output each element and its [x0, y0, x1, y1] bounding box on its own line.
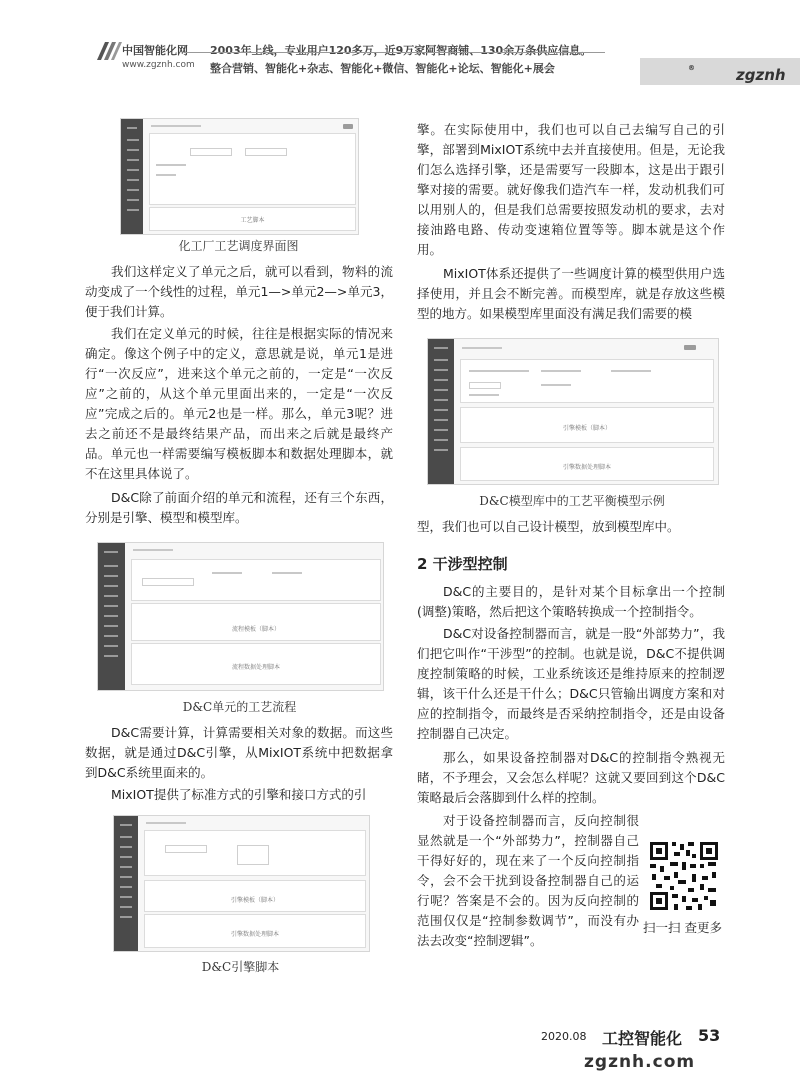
- footer-issue-date: 2020.08: [541, 1030, 587, 1043]
- right-paragraph-5: D&C对设备控制器而言，就是一股“外部势力”，我们把它叫作“干涉型”的控制。也就是说，D&C不提供调度控制策略的时候，工业系统该还是维持原来的控制逻辑，该干什么还是干什么；D&C只管输出调度方案和对应的控制指令，而最终是否采纳控制指令，还是由设备控制器自己决定。: [417, 626, 725, 741]
- left-paragraph-3: D&C除了前面介绍的单元和流程，还有三个东西，分别是引擎、模型和模型库。: [85, 490, 393, 525]
- figure-process-scheduling-screenshot: [120, 118, 359, 235]
- figure-2-caption: D&C单元的工艺流程: [182, 700, 297, 714]
- figure-unit-process-flow-screenshot: [97, 542, 384, 691]
- figure-2-box-label-1: 流程模板（脚本）: [231, 626, 280, 633]
- figure-model-library-screenshot: [427, 338, 719, 485]
- right-paragraph-7: 对于设备控制器而言，反向控制很显然就是一个“外部势力”，控制器自己干得好好的，现在来了一个反向控制指令，会不会干扰到设备控制器自己的运行呢？答案是不会的。因为反向控制的范围仅仅是“控制参数调节”，而没有办法去改变“控制逻辑”。: [417, 813, 639, 948]
- header-rule: [185, 52, 605, 53]
- left-paragraph-1: 我们这样定义了单元之后，就可以看到，物料的流动变成了一个线性的过程，单元1—>单元2—>单元3，便于我们计算。: [85, 264, 393, 319]
- brand-mark: ®: [688, 64, 695, 72]
- figure-1-caption: 化工厂工艺调度界面图: [178, 239, 299, 253]
- left-paragraph-4: D&C需要计算，计算需要相关对象的数据。而这些数据，就是通过D&C引擎，从MixIOT系统中把数据拿到D&C系统里面来的。: [85, 725, 393, 780]
- right-paragraph-2: MixIOT体系还提供了一些调度计算的模型供用户选择使用，并且会不断完善。而模型库，就是存放这些模型的地方。如果模型库里面没有满足我们需要的模: [417, 266, 725, 321]
- figure-4-box-label-2: 引擎数据处理脚本: [562, 464, 611, 471]
- footer-magazine-name: 工控智能化: [602, 1029, 683, 1048]
- brand-tab: [640, 58, 800, 85]
- figure-3-box-label-2: 引擎数据处理脚本: [230, 931, 279, 938]
- footer-url[interactable]: zgznh.com: [584, 1052, 696, 1072]
- brand-name: zgznh: [736, 66, 786, 84]
- qr-code-icon[interactable]: [648, 840, 720, 912]
- right-paragraph-1: 擎。在实际使用中，我们也可以自己去编写自己的引擎，部署到MixIOT系统中去并直接使用。但是，无论我们怎么选择引擎，还是需要写一段脚本，这是出于跟引擎对接的需要。就好像我们造汽车一样，发动机我们可以用别人的，但是我们总需要按照发动机的要求，去对接油路电路、传动变速箱位置等等。脚本就是这个作用。: [417, 122, 725, 257]
- figure-4-box-label-1: 引擎模板（脚本）: [562, 425, 611, 432]
- header-tagline-2: 整合营销、智能化+杂志、智能化+微信、智能化+论坛、智能化+展会: [210, 62, 555, 75]
- figure-1-box-label: 工艺脚本: [240, 217, 265, 224]
- header-site-name: 中国智能化网: [122, 44, 188, 57]
- left-paragraph-5: MixIOT提供了标准方式的引擎和接口方式的引: [111, 787, 367, 802]
- header-tagline-1: 2003年上线，专业用户120多万，近9万家阿智商铺、130余万条供应信息。: [210, 44, 592, 57]
- footer-page-number: 53: [698, 1026, 721, 1045]
- right-paragraph-6: 那么，如果设备控制器对D&C的控制指令熟视无睹，不予理会，又会怎么样呢？这就又要回到这个D&C策略最后会落脚到什么样的控制。: [417, 750, 725, 805]
- figure-engine-script-screenshot: [113, 815, 370, 952]
- section-title-interference-control: 2 干涉型控制: [417, 555, 508, 573]
- right-paragraph-4: D&C的主要目的，是针对某个目标拿出一个控制(调整)策略，然后把这个策略转换成一个控制指令。: [417, 584, 725, 619]
- figure-3-caption: D&C引擎脚本: [201, 960, 280, 974]
- figure-4-caption: D&C模型库中的工艺平衡模型示例: [479, 494, 665, 508]
- qr-caption: 扫一扫 查更多: [643, 920, 722, 935]
- site-logo-icon: [95, 40, 123, 62]
- right-paragraph-3: 型，我们也可以自己设计模型，放到模型库中。: [417, 519, 680, 534]
- header-site-url[interactable]: www.zgznh.com: [122, 60, 195, 70]
- figure-3-box-label-1: 引擎模板（脚本）: [230, 897, 279, 904]
- left-paragraph-2: 我们在定义单元的时候，往往是根据实际的情况来确定。像这个例子中的定义，意思就是说，单元1是进行“一次反应”，进来这个单元之前的，一定是“一次反应”之前的，从这个单元里面出来的，一定是“一次反应”完成之后的。单元2也是一样。那么，单元3呢？进去之前还不是最终结果产品，而出来之后就是最终产品。单元也一样需要编写模板脚本和数据处理脚本，就不在这里具体说了。: [85, 326, 393, 481]
- figure-2-box-label-2: 流程数据处理脚本: [231, 664, 280, 671]
